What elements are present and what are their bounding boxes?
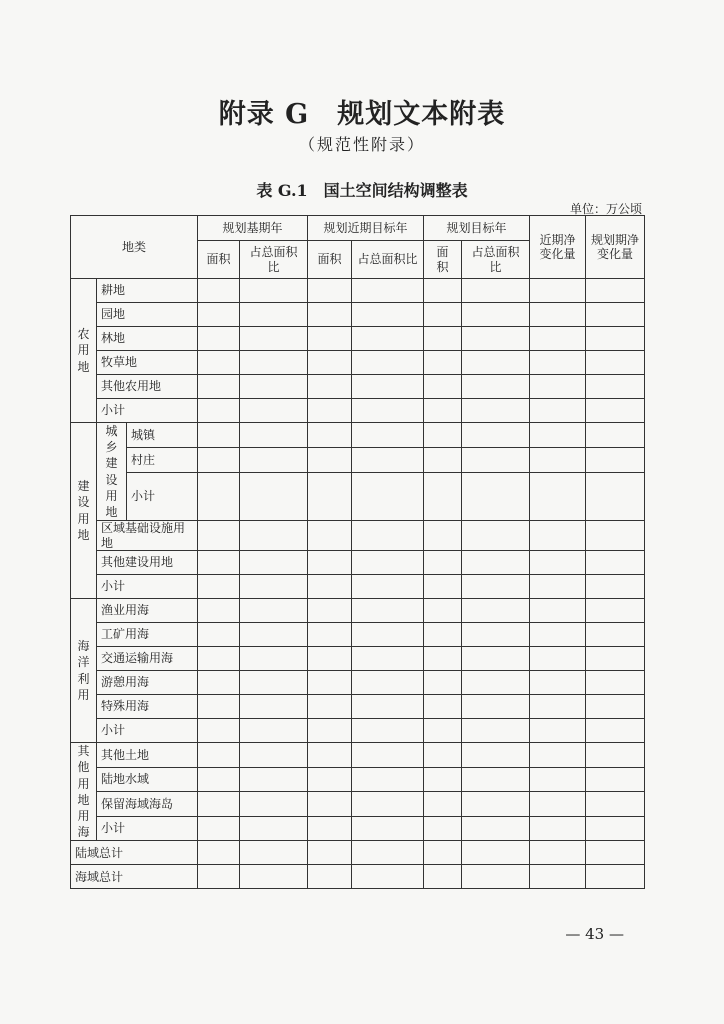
header-base-year: 规划基期年: [198, 216, 308, 241]
group-marine: 海洋利用: [71, 599, 97, 743]
row-label: 特殊用海: [97, 695, 198, 719]
row-label: 其他农用地: [97, 375, 198, 399]
row-sea-total: 海域总计: [71, 865, 198, 889]
row-label: 其他建设用地: [97, 551, 198, 575]
header-target: 规划目标年: [424, 216, 530, 241]
row-label: 其他土地: [97, 743, 198, 768]
row-label: 渔业用海: [97, 599, 198, 623]
appendix-title: 附录 G 规划文本附表: [218, 99, 506, 130]
unit-label: 单位：万公顷: [569, 202, 642, 216]
page-number: — 43 —: [565, 925, 624, 943]
group-agri: 农用地: [71, 279, 97, 423]
header-ratio: 占总面积比: [352, 241, 424, 279]
group-urban-rural: 城乡建设用地: [97, 423, 127, 521]
row-land-total: 陆域总计: [71, 841, 198, 865]
header-period-net-change: 规划期净变化量: [586, 216, 645, 279]
header-area: 面积: [308, 241, 352, 279]
header-near-net-change: 近期净变化量: [530, 216, 586, 279]
row-label: 村庄: [127, 448, 198, 473]
table-title: 表 G.1 国土空间结构调整表: [256, 181, 468, 200]
group-construction: 建设用地: [71, 423, 97, 599]
appendix-subtitle: （规范性附录）: [298, 135, 425, 154]
header-area: 面积: [198, 241, 240, 279]
row-label: 园地: [97, 303, 198, 327]
row-label: 小计: [97, 399, 198, 423]
row-label: 区域基础设施用地: [97, 521, 198, 551]
land-structure-table: [70, 215, 645, 889]
group-other: 其他用地用海: [71, 743, 97, 841]
row-label: 保留海域海岛: [97, 792, 198, 817]
header-ratio: 占总面积比: [240, 241, 308, 279]
header-area: 面积: [424, 241, 462, 279]
header-ratio: 占总面积比: [462, 241, 530, 279]
row-label: 陆地水域: [97, 767, 198, 792]
header-near-target: 规划近期目标年: [308, 216, 424, 241]
row-label: 小计: [97, 719, 198, 743]
row-label: 小计: [97, 816, 198, 841]
row-label: 游憩用海: [97, 671, 198, 695]
row-label: 小计: [127, 473, 198, 521]
row-label: 耕地: [97, 279, 198, 303]
row-label: 交通运输用海: [97, 647, 198, 671]
row-label: 城镇: [127, 423, 198, 448]
row-label: 工矿用海: [97, 623, 198, 647]
row-label: 小计: [97, 575, 198, 599]
row-label: 牧草地: [97, 351, 198, 375]
header-land-type: 地类: [71, 216, 198, 279]
row-label: 林地: [97, 327, 198, 351]
